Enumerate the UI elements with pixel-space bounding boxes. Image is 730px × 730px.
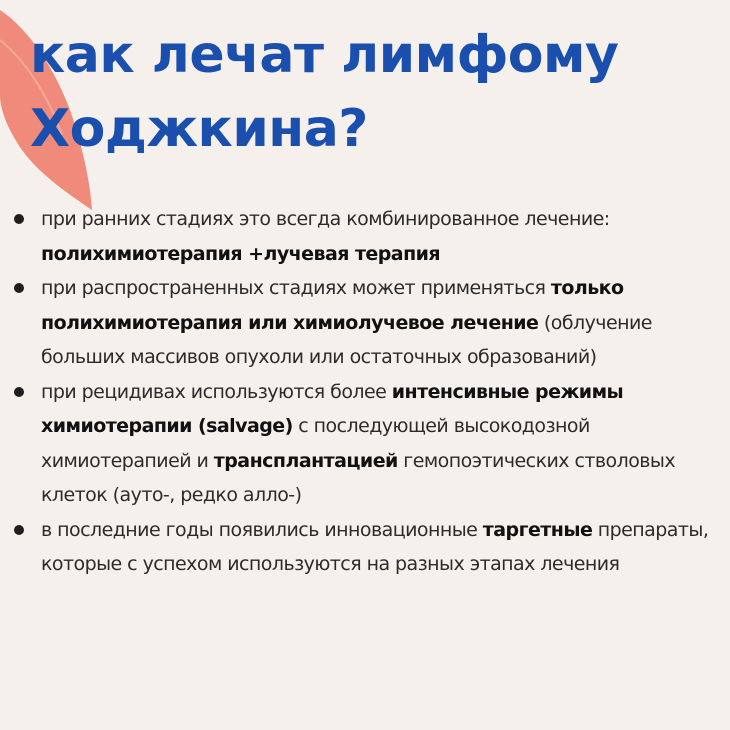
bullet-dot — [14, 283, 24, 293]
list-item — [14, 375, 719, 513]
bullet-bold-text: трансплантацией — [213, 449, 398, 472]
list-item — [14, 202, 719, 271]
bullet-bold-text: только полихимиотерапия или химиолучевое лечение — [41, 277, 624, 334]
page-title — [30, 18, 618, 166]
bullet-dot — [14, 525, 24, 535]
title-line-1: как лечат лимфому — [30, 25, 619, 85]
bullet-bold-text: интенсивные режимы химиотерапии (salvage) — [41, 380, 624, 437]
list-item — [14, 513, 719, 582]
bullet-bold-text: таргетные — [482, 518, 593, 541]
bullet-text: (облучение больших массивов опухоли или остаточных образований) — [41, 311, 652, 368]
title-line-2: Ходжкина? — [30, 99, 368, 159]
bullet-dot — [14, 214, 24, 224]
bullet-text: с последующей высокодозной химиотерапией и — [41, 415, 590, 472]
bullet-dot — [14, 387, 24, 397]
treatment-list — [14, 202, 719, 582]
bullet-text: при рецидивах используются более — [41, 380, 392, 403]
bullet-bold-text: полихимиотерапия +лучевая терапия — [41, 242, 441, 265]
bullet-text: препараты, которые с успехом используются на разных этапах лечения — [41, 518, 709, 575]
bullet-text: при распространенных стадиях может применяться — [41, 277, 551, 299]
bullet-text: при ранних стадиях это всегда комбинированное лечение: — [41, 208, 610, 230]
list-item — [14, 271, 719, 375]
bullet-text: гемопоэтических стволовых клеток (ауто-, редко алло-) — [41, 449, 676, 506]
bullet-text: в последние годы появились инновационные — [41, 518, 483, 541]
